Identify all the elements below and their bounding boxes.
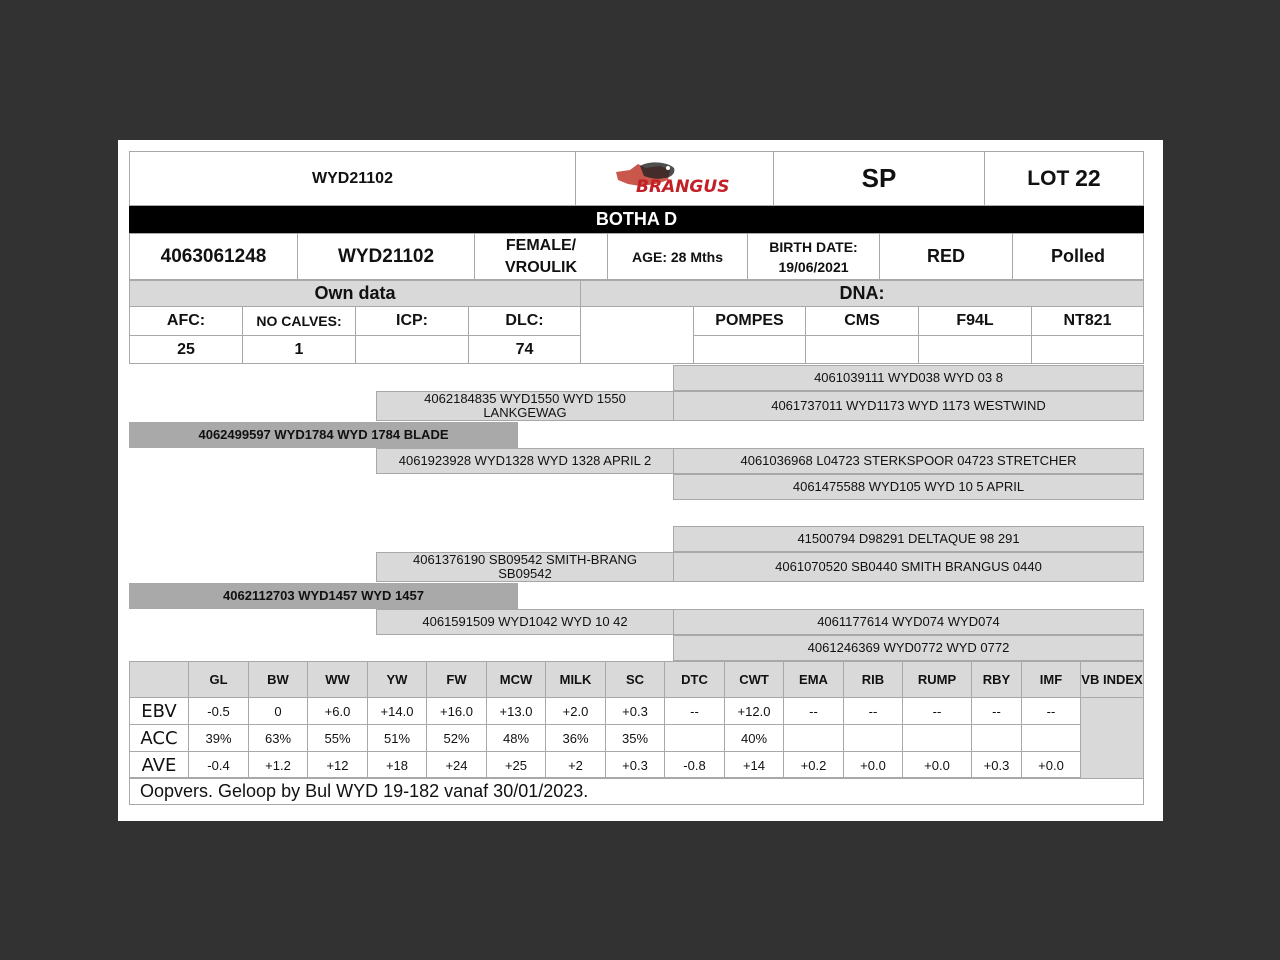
birth-date: 19/06/2021 <box>778 258 849 275</box>
birth-date-cell <box>747 233 880 280</box>
reg-number: 4063061248 <box>129 233 298 280</box>
pedigree-ss-sire: 4061039111 WYD038 WYD 03 8 <box>673 365 1144 391</box>
pedigree-sire: 4062499597 WYD1784 WYD 1784 BLADE <box>129 422 518 448</box>
colour: RED <box>879 233 1013 280</box>
pedigree-sd-dam: 4061475588 WYD105 WYD 10 5 APRIL <box>673 474 1144 500</box>
ebv-value: +18 <box>367 751 427 779</box>
remarks: Oopvers. Geloop by Bul WYD 19-182 vanaf 30/01/2023. <box>129 777 1144 805</box>
ebv-value: 48% <box>486 724 546 752</box>
pedigree-dam-dam: 4061591509 WYD1042 WYD 10 42 <box>376 609 674 635</box>
pedigree-ds-dam: 4061070520 SB0440 SMITH BRANGUS 0440 <box>673 552 1144 582</box>
afc-value: 25 <box>129 335 243 364</box>
dlc-header: DLC: <box>468 306 581 336</box>
ebv-value: +0.3 <box>971 751 1022 779</box>
dna-title: DNA: <box>580 280 1144 307</box>
ebv-value: 63% <box>248 724 308 752</box>
ebv-value: +24 <box>426 751 487 779</box>
ebv-col-header: IMF <box>1021 661 1081 698</box>
afc-header: AFC: <box>129 306 243 336</box>
ebv-value: +0.2 <box>783 751 844 779</box>
dna-pompes-value <box>693 335 806 364</box>
ebv-col-header: EMA <box>783 661 844 698</box>
ebv-col-header: YW <box>367 661 427 698</box>
animal-id: WYD21102 <box>297 233 475 280</box>
pedigree-dd-sire: 4061177614 WYD074 WYD074 <box>673 609 1144 635</box>
pedigree-ss-dam: 4061737011 WYD1173 WYD 1173 WESTWIND <box>673 391 1144 421</box>
ebv-value: +12 <box>307 751 368 779</box>
ebv-value: 0 <box>248 697 308 725</box>
ebv-value: +14 <box>724 751 784 779</box>
ebv-value <box>902 724 972 752</box>
lot-cell <box>984 151 1144 206</box>
ebv-value: 35% <box>605 724 665 752</box>
ebv-value: +0.3 <box>605 697 665 725</box>
age: AGE: 28 Mths <box>607 233 748 280</box>
ebv-col-header: SC <box>605 661 665 698</box>
animal-name: BOTHA D <box>129 206 1144 233</box>
ebv-value: +6.0 <box>307 697 368 725</box>
ebv-value: 39% <box>188 724 249 752</box>
header-id: WYD21102 <box>129 151 576 206</box>
vb-index-header: VB INDEX <box>1080 661 1144 698</box>
pedigree-sire-dam: 4061923928 WYD1328 WYD 1328 APRIL 2 <box>376 448 674 474</box>
ebv-row-label: ACC <box>129 724 189 752</box>
ebv-col-header: RBY <box>971 661 1022 698</box>
icp-value <box>355 335 469 364</box>
ebv-value: 55% <box>307 724 368 752</box>
header-code: SP <box>773 151 985 206</box>
ebv-value: +0.3 <box>605 751 665 779</box>
ebv-value: 40% <box>724 724 784 752</box>
ebv-value: -- <box>783 697 844 725</box>
logo-text: BRANGUS <box>635 176 729 197</box>
ebv-value: +2.0 <box>545 697 606 725</box>
pedigree-dam-sire: 4061376190 SB09542 SMITH-BRANG SB09542 <box>376 552 674 582</box>
brangus-logo <box>575 151 774 206</box>
dlc-value: 74 <box>468 335 581 364</box>
pedigree-dd-dam: 4061246369 WYD0772 WYD 0772 <box>673 635 1144 661</box>
ebv-value: +0.0 <box>843 751 903 779</box>
pedigree-sire-sire: 4062184835 WYD1550 WYD 1550 LANKGEWAG <box>376 391 674 421</box>
ebv-value: -- <box>1021 697 1081 725</box>
ebv-value: -0.8 <box>664 751 725 779</box>
ebv-col-header: CWT <box>724 661 784 698</box>
ebv-col-header: RIB <box>843 661 903 698</box>
sex: FEMALE/ VROULIK <box>474 233 608 280</box>
ebv-value <box>971 724 1022 752</box>
lot-card <box>118 140 1163 821</box>
ebv-value: -- <box>971 697 1022 725</box>
dna-nt821-header: NT821 <box>1031 306 1144 336</box>
pedigree-ds-sire: 41500794 D98291 DELTAQUE 98 291 <box>673 526 1144 552</box>
ebv-row-label: AVE <box>129 751 189 779</box>
ebv-header-corner <box>129 661 189 698</box>
ebv-value: +12.0 <box>724 697 784 725</box>
bull-logo-icon <box>610 158 740 200</box>
ebv-col-header: GL <box>188 661 249 698</box>
ebv-col-header: WW <box>307 661 368 698</box>
ebv-value: +1.2 <box>248 751 308 779</box>
lot-number: 22 <box>1075 165 1101 191</box>
icp-header: ICP: <box>355 306 469 336</box>
ebv-col-header: MILK <box>545 661 606 698</box>
ebv-col-header: DTC <box>664 661 725 698</box>
ebv-value: +2 <box>545 751 606 779</box>
ebv-value: 36% <box>545 724 606 752</box>
dna-empty-cell <box>580 306 694 364</box>
ebv-value: -0.4 <box>188 751 249 779</box>
ebv-value: -0.5 <box>188 697 249 725</box>
ebv-value <box>783 724 844 752</box>
ebv-value <box>843 724 903 752</box>
ebv-col-header: FW <box>426 661 487 698</box>
ebv-value: 52% <box>426 724 487 752</box>
ebv-value: +25 <box>486 751 546 779</box>
dna-pompes-header: POMPES <box>693 306 806 336</box>
ebv-value: +0.0 <box>902 751 972 779</box>
ebv-value: +0.0 <box>1021 751 1081 779</box>
dna-f94l-header: F94L <box>918 306 1032 336</box>
pedigree-sd-sire: 4061036968 L04723 STERKSPOOR 04723 STRETCHER <box>673 448 1144 474</box>
lot-label: LOT <box>1027 166 1070 190</box>
ebv-value: -- <box>664 697 725 725</box>
ebv-value: +16.0 <box>426 697 487 725</box>
ebv-col-header: BW <box>248 661 308 698</box>
ebv-value: +13.0 <box>486 697 546 725</box>
dna-cms-header: CMS <box>805 306 919 336</box>
pedigree-dam: 4062112703 WYD1457 WYD 1457 <box>129 583 518 609</box>
dna-cms-value <box>805 335 919 364</box>
dna-f94l-value <box>918 335 1032 364</box>
no-calves-header: NO CALVES: <box>242 306 356 336</box>
no-calves-value: 1 <box>242 335 356 364</box>
ebv-value <box>664 724 725 752</box>
ebv-value <box>1021 724 1081 752</box>
vb-index-value <box>1080 697 1144 779</box>
ebv-value: -- <box>843 697 903 725</box>
ebv-value: +14.0 <box>367 697 427 725</box>
ebv-col-header: RUMP <box>902 661 972 698</box>
dna-nt821-value <box>1031 335 1144 364</box>
ebv-row-label: EBV <box>129 697 189 725</box>
birth-date-label: BIRTH DATE: <box>769 238 858 255</box>
horn-status: Polled <box>1012 233 1144 280</box>
ebv-value: 51% <box>367 724 427 752</box>
ebv-value: -- <box>902 697 972 725</box>
own-data-title: Own data <box>129 280 581 307</box>
ebv-col-header: MCW <box>486 661 546 698</box>
